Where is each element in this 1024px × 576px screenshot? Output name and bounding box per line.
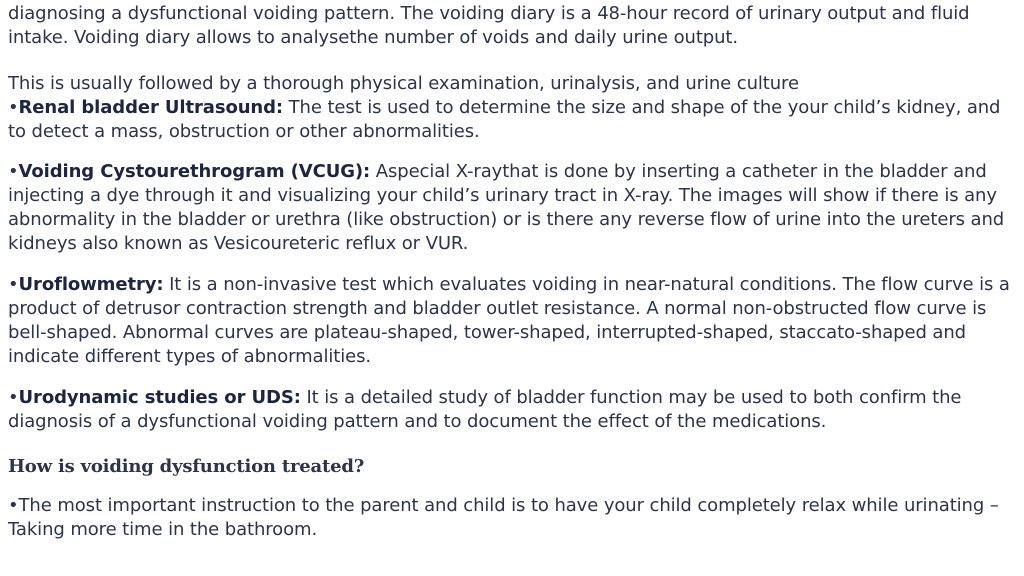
bullet: • (8, 161, 19, 182)
treatment-heading: How is voiding dysfunction treated? (8, 456, 365, 477)
vcug-term: Voiding Cystourethrogram (VCUG): (18, 161, 371, 182)
voiding-diary-paragraph: diagnosing a dysfunctional voiding pattern. The voiding diary is a 48-hour record of urinary output and fluid intake. Voiding diary allows to analysethe number of voids and daily urine output. (8, 3, 970, 48)
uds-text: It is a detailed study of bladder function may be used to both confirm the diagnosis of a dysfunctional voiding pattern and to document the effect of the medications. (8, 387, 962, 432)
physical-exam-paragraph: This is usually followed by a thorough physical examination, urinalysis, and urine culture (8, 73, 799, 94)
bullet: • (8, 274, 19, 295)
treatment-paragraph (8, 494, 1016, 542)
uds-term: Urodynamic studies or UDS: (18, 387, 301, 408)
bullet: • (8, 387, 19, 408)
uroflowmetry-term: Uroflowmetry: (18, 274, 164, 295)
bullet: • (8, 495, 19, 516)
vcug-paragraph (8, 160, 1016, 256)
ultrasound-term: Renal bladder Ultrasound: (18, 97, 284, 118)
uroflowmetry-paragraph (8, 273, 1016, 369)
uroflowmetry-text: It is a non-invasive test which evaluates voiding in near-natural conditions. The flow curve is a product of detrusor contraction strength and bladder outlet resistance. A normal non-obstructed flow curve is bell-shaped. Abnormal curves are plateau-shaped, tower-shaped, interrupted-shaped, staccato-shaped and indicate different types of abnormalities. (8, 274, 1010, 367)
ultrasound-paragraph (8, 96, 1016, 144)
bullet: • (8, 97, 19, 118)
treatment-text: The most important instruction to the parent and child is to have your child completely relax while urinating – Taking more time in the bathroom. (8, 495, 999, 540)
vcug-text: Aspecial X-raythat is done by inserting a catheter in the bladder and injecting a dye through it and visualizing your child’s urinary tract in X-ray. The images will show if there is any abnormality in the bladder or urethra (like obstruction) or is there any reverse flow of urine into the ureters and kidneys also known as Vesicoureteric reflux or VUR. (8, 161, 1005, 254)
ultrasound-text: The test is used to determine the size and shape of the your child’s kidney, and to detect a mass, obstruction or other abnormalities. (8, 97, 1001, 142)
uds-paragraph (8, 386, 1016, 434)
